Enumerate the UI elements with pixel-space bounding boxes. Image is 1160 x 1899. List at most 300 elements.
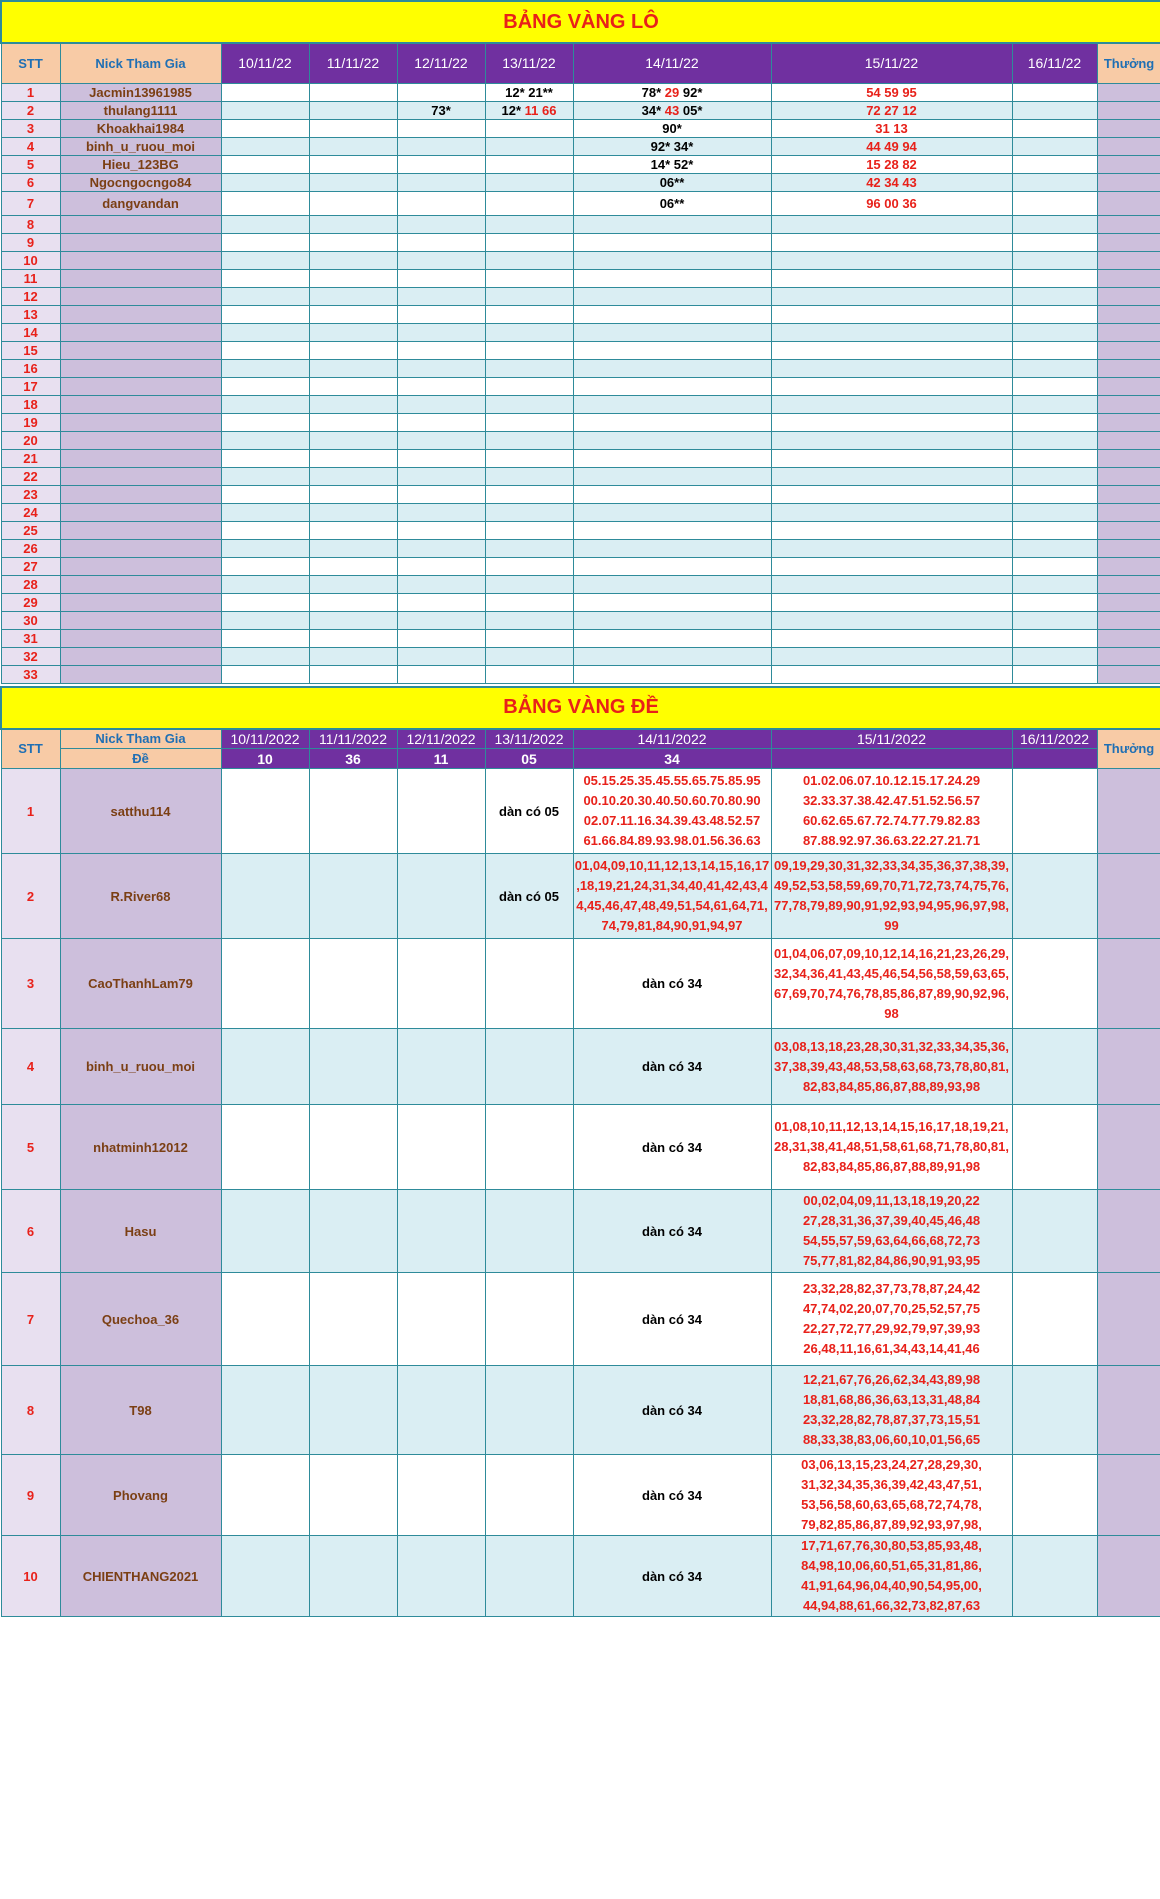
- date-cell: [397, 377, 485, 395]
- nick-cell: Quechoa_36: [60, 1273, 221, 1366]
- date-cell: [221, 503, 309, 521]
- date-cell: [771, 341, 1012, 359]
- date-cell: [397, 83, 485, 101]
- date-cell: [771, 377, 1012, 395]
- entry-text: 06**: [659, 195, 685, 211]
- stt-cell: 15: [1, 341, 60, 359]
- date-cell: [573, 939, 771, 1029]
- date-cell: [485, 521, 573, 539]
- stt-cell: 1: [1, 769, 60, 854]
- entry-text: 96 00 36: [866, 195, 917, 211]
- date-cell: [397, 1273, 485, 1366]
- date-cell: [397, 1105, 485, 1190]
- table-row: [1, 119, 1160, 137]
- date-cell: [397, 413, 485, 431]
- number-line: 01,04,09,10,11,12,13,14,15,16,17: [574, 858, 770, 873]
- entry-text: 42 34 43: [866, 174, 917, 190]
- date-cell: [1012, 485, 1097, 503]
- date-cell: [485, 1455, 573, 1536]
- nick-cell: Phovang: [60, 1455, 221, 1536]
- number-line: ,18,19,21,24,31,34,40,41,42,43,4: [576, 878, 768, 893]
- date-cell: [221, 1273, 309, 1366]
- date-cell: [1012, 431, 1097, 449]
- stt-cell: 23: [1, 485, 60, 503]
- result-cell: 10: [221, 749, 309, 769]
- table-row: [1, 1273, 1160, 1366]
- stt-cell: 30: [1, 611, 60, 629]
- date-cell: [397, 1190, 485, 1273]
- date-cell: [485, 359, 573, 377]
- date-cell: [485, 1105, 573, 1190]
- date-cell: [485, 173, 573, 191]
- date-cell: [573, 521, 771, 539]
- number-line: 01.02.06.07.10.12.15.17.24.29: [802, 773, 981, 788]
- table-row: [1, 191, 1160, 215]
- table-row: [1, 665, 1160, 683]
- stt-cell: 21: [1, 449, 60, 467]
- date-header: 13/11/22: [485, 43, 573, 83]
- date-cell: [221, 665, 309, 683]
- entry-text: 05*: [682, 102, 703, 118]
- number-line: 74,79,81,84,90,91,94,97: [601, 918, 743, 933]
- reward-cell: [1097, 155, 1160, 173]
- table-row: [1, 137, 1160, 155]
- date-cell: [485, 101, 573, 119]
- date-cell: [309, 539, 397, 557]
- date-cell: [221, 1105, 309, 1190]
- reward-cell: [1097, 1029, 1160, 1105]
- nick-cell: CaoThanhLam79: [60, 939, 221, 1029]
- stt-cell: 5: [1, 1105, 60, 1190]
- reward-cell: [1097, 503, 1160, 521]
- nick-cell: [60, 431, 221, 449]
- date-cell: [771, 359, 1012, 377]
- date-cell: [1012, 557, 1097, 575]
- date-cell: [309, 101, 397, 119]
- date-cell: [309, 269, 397, 287]
- date-cell: [1012, 1455, 1097, 1536]
- reward-cell: [1097, 137, 1160, 155]
- number-line: 87.88.92.97.36.63.22.27.21.71: [802, 833, 981, 848]
- number-line: 98: [884, 1005, 899, 1021]
- date-cell: [309, 467, 397, 485]
- stt-cell: 7: [1, 1273, 60, 1366]
- date-cell: [221, 485, 309, 503]
- date-cell: [771, 215, 1012, 233]
- de-title: BẢNG VÀNG ĐỀ: [1, 687, 1160, 729]
- date-cell: [485, 539, 573, 557]
- nick-cell: [60, 233, 221, 251]
- date-cell: [309, 377, 397, 395]
- number-list-cell: [771, 1273, 1012, 1366]
- entry-text: 92*: [682, 84, 703, 100]
- date-cell: [485, 467, 573, 485]
- date-cell: [771, 119, 1012, 137]
- date-cell: [573, 101, 771, 119]
- date-cell: [771, 467, 1012, 485]
- date-cell: [397, 395, 485, 413]
- number-line: 26,48,11,16,61,34,43,14,41,46: [803, 1341, 980, 1356]
- date-header: 10/11/2022: [221, 729, 309, 749]
- date-cell: [309, 503, 397, 521]
- date-cell: [309, 575, 397, 593]
- lo-body: [1, 83, 1160, 683]
- number-list-cell: [771, 1536, 1012, 1617]
- date-cell: [397, 503, 485, 521]
- table-row: [1, 467, 1160, 485]
- date-cell: [573, 359, 771, 377]
- stt-cell: 4: [1, 1029, 60, 1105]
- reward-cell: [1097, 1273, 1160, 1366]
- entry-text: dàn có 34: [642, 1311, 702, 1327]
- reward-cell: [1097, 521, 1160, 539]
- date-cell: [771, 539, 1012, 557]
- stt-header: STT: [1, 729, 60, 769]
- date-cell: [397, 939, 485, 1029]
- date-cell: [221, 611, 309, 629]
- table-row: [1, 83, 1160, 101]
- reward-cell: [1097, 83, 1160, 101]
- date-cell: [1012, 173, 1097, 191]
- date-cell: [397, 854, 485, 939]
- number-line: 88,33,38,83,06,60,10,01,56,65: [802, 1432, 981, 1447]
- nick-cell: [60, 665, 221, 683]
- number-list-cell: [573, 769, 771, 854]
- de-body: [1, 769, 1160, 1617]
- number-list: [772, 856, 1012, 936]
- date-cell: [221, 359, 309, 377]
- number-line: 41,91,64,96,04,40,90,54,95,00,: [801, 1578, 982, 1593]
- date-cell: [1012, 83, 1097, 101]
- date-header: 16/11/2022: [1012, 729, 1097, 749]
- reward-cell: [1097, 485, 1160, 503]
- date-cell: [309, 137, 397, 155]
- date-cell: [397, 341, 485, 359]
- date-cell: [397, 467, 485, 485]
- number-line: 17,71,67,76,30,80,53,85,93,48,: [801, 1538, 982, 1553]
- nick-cell: [60, 395, 221, 413]
- date-cell: [1012, 215, 1097, 233]
- date-cell: [771, 521, 1012, 539]
- date-cell: [573, 137, 771, 155]
- nick-cell: [60, 413, 221, 431]
- number-line: 03,06,13,15,23,24,27,28,29,30,: [801, 1457, 982, 1472]
- reward-cell: [1097, 101, 1160, 119]
- date-cell: [309, 173, 397, 191]
- entry-text: 44 49 94: [866, 138, 917, 154]
- date-header: 15/11/22: [771, 43, 1012, 83]
- reward-cell: [1097, 287, 1160, 305]
- date-cell: [1012, 305, 1097, 323]
- date-cell: [573, 173, 771, 191]
- number-line: 77,78,79,89,90,91,92,93,94,95,96,97,98,: [774, 898, 1009, 913]
- result-cell: [1012, 749, 1097, 769]
- date-cell: [397, 323, 485, 341]
- date-header: 12/11/2022: [397, 729, 485, 749]
- date-cell: [573, 287, 771, 305]
- date-cell: [397, 101, 485, 119]
- number-list-cell: [771, 1029, 1012, 1105]
- table-row: [1, 611, 1160, 629]
- stt-cell: 1: [1, 83, 60, 101]
- stt-cell: 5: [1, 155, 60, 173]
- date-cell: [485, 503, 573, 521]
- date-cell: [309, 341, 397, 359]
- nick-cell: [60, 269, 221, 287]
- date-cell: [221, 215, 309, 233]
- date-cell: [221, 323, 309, 341]
- entry-text: 15 28 82: [866, 156, 917, 172]
- number-list-cell: [771, 1366, 1012, 1455]
- date-cell: [573, 1455, 771, 1536]
- number-list-cell: [771, 1455, 1012, 1536]
- date-cell: [573, 1190, 771, 1273]
- stt-cell: 2: [1, 101, 60, 119]
- date-cell: [309, 155, 397, 173]
- reward-cell: [1097, 467, 1160, 485]
- table-row: [1, 215, 1160, 233]
- table-row: [1, 575, 1160, 593]
- date-cell: [1012, 323, 1097, 341]
- date-cell: [485, 155, 573, 173]
- number-line: 22,27,72,77,29,92,79,97,39,93: [802, 1321, 981, 1336]
- number-line: 27,28,31,36,37,39,40,45,46,48: [802, 1213, 981, 1228]
- date-cell: [485, 233, 573, 251]
- table-row: [1, 521, 1160, 539]
- reward-cell: [1097, 191, 1160, 215]
- date-cell: [221, 1455, 309, 1536]
- date-cell: [573, 629, 771, 647]
- date-cell: [309, 287, 397, 305]
- result-cell: 34: [573, 749, 771, 769]
- date-cell: [771, 449, 1012, 467]
- date-cell: [1012, 377, 1097, 395]
- de-result-row: [1, 749, 1160, 769]
- date-cell: [771, 665, 1012, 683]
- stt-cell: 18: [1, 395, 60, 413]
- table-row: [1, 359, 1160, 377]
- entry-text: 11 66: [524, 102, 557, 118]
- date-cell: [485, 629, 573, 647]
- date-cell: [485, 854, 573, 939]
- nick-cell: [60, 485, 221, 503]
- date-cell: [771, 413, 1012, 431]
- date-cell: [573, 485, 771, 503]
- number-line: 49,52,53,58,59,69,70,71,72,73,74,75,76,: [774, 878, 1009, 893]
- date-cell: [485, 287, 573, 305]
- date-header: 15/11/2022: [771, 729, 1012, 749]
- date-cell: [485, 269, 573, 287]
- date-header: 13/11/2022: [485, 729, 573, 749]
- nick-cell: Hieu_123BG: [60, 155, 221, 173]
- date-cell: [221, 269, 309, 287]
- date-cell: [771, 101, 1012, 119]
- table-row: [1, 1105, 1160, 1190]
- date-header: 10/11/22: [221, 43, 309, 83]
- number-list: [772, 771, 1012, 851]
- stt-cell: 22: [1, 467, 60, 485]
- number-line: 01,08,10,11,12,13,14,15,16,17,18,19,21,: [774, 1119, 1009, 1134]
- stt-cell: 27: [1, 557, 60, 575]
- date-cell: [309, 305, 397, 323]
- date-cell: [221, 83, 309, 101]
- date-cell: [485, 611, 573, 629]
- date-cell: [397, 215, 485, 233]
- reward-cell: [1097, 1105, 1160, 1190]
- date-cell: [397, 665, 485, 683]
- number-list: [772, 1455, 1012, 1535]
- date-cell: [485, 593, 573, 611]
- date-cell: [309, 647, 397, 665]
- table-row: [1, 769, 1160, 854]
- date-cell: [771, 431, 1012, 449]
- date-cell: [485, 769, 573, 854]
- stt-cell: 10: [1, 251, 60, 269]
- number-list: [574, 771, 771, 851]
- date-cell: [221, 395, 309, 413]
- nick-cell: [60, 557, 221, 575]
- nick-header: Nick Tham Gia: [60, 43, 221, 83]
- date-cell: [221, 233, 309, 251]
- date-cell: [309, 359, 397, 377]
- nick-cell: [60, 323, 221, 341]
- number-line: 00,02,04,09,11,13,18,19,20,22: [803, 1193, 980, 1208]
- stt-cell: 31: [1, 629, 60, 647]
- date-cell: [573, 1536, 771, 1617]
- date-cell: [573, 539, 771, 557]
- date-cell: [573, 431, 771, 449]
- date-cell: [309, 215, 397, 233]
- number-line: 00.10.20.30.40.50.60.70.80.90: [583, 793, 761, 808]
- reward-cell: [1097, 323, 1160, 341]
- nick-cell: [60, 503, 221, 521]
- date-cell: [771, 191, 1012, 215]
- reward-cell: [1097, 939, 1160, 1029]
- nick-cell: T98: [60, 1366, 221, 1455]
- reward-cell: [1097, 854, 1160, 939]
- number-line: 84,98,10,06,60,51,65,31,81,86,: [801, 1558, 982, 1573]
- table-row: [1, 233, 1160, 251]
- stt-header: STT: [1, 43, 60, 83]
- date-cell: [397, 593, 485, 611]
- date-cell: [1012, 665, 1097, 683]
- nick-cell: [60, 341, 221, 359]
- number-list-cell: [573, 854, 771, 939]
- number-line: 99: [884, 918, 899, 933]
- date-cell: [485, 449, 573, 467]
- result-cell: 36: [309, 749, 397, 769]
- date-cell: [397, 539, 485, 557]
- date-cell: [485, 939, 573, 1029]
- reward-cell: [1097, 173, 1160, 191]
- stt-cell: 14: [1, 323, 60, 341]
- date-cell: [485, 323, 573, 341]
- date-cell: [309, 233, 397, 251]
- date-cell: [221, 939, 309, 1029]
- date-cell: [309, 939, 397, 1029]
- date-cell: [1012, 269, 1097, 287]
- number-list: [772, 944, 1012, 1024]
- date-cell: [221, 575, 309, 593]
- date-cell: [485, 575, 573, 593]
- date-cell: [221, 647, 309, 665]
- date-cell: [573, 1105, 771, 1190]
- date-cell: [221, 341, 309, 359]
- nick-cell: [60, 377, 221, 395]
- date-cell: [309, 1366, 397, 1455]
- nick-cell: [60, 215, 221, 233]
- date-cell: [485, 377, 573, 395]
- nick-cell: binh_u_ruou_moi: [60, 1029, 221, 1105]
- stt-cell: 33: [1, 665, 60, 683]
- number-line: 23,32,28,82,37,73,78,87,24,42: [802, 1281, 981, 1296]
- date-cell: [771, 485, 1012, 503]
- date-cell: [485, 1190, 573, 1273]
- entry-text: 73*: [431, 102, 451, 118]
- date-cell: [397, 629, 485, 647]
- number-line: 75,77,81,82,84,86,90,91,93,95: [802, 1253, 981, 1268]
- date-cell: [1012, 191, 1097, 215]
- entry-text: 92* 34*: [650, 138, 694, 154]
- table-row: [1, 647, 1160, 665]
- date-cell: [573, 341, 771, 359]
- date-cell: [397, 173, 485, 191]
- date-cell: [771, 83, 1012, 101]
- table-row: [1, 939, 1160, 1029]
- reward-header: Thưởng: [1097, 729, 1160, 769]
- date-cell: [221, 769, 309, 854]
- nick-cell: Ngocngocngo84: [60, 173, 221, 191]
- nick-cell: [60, 539, 221, 557]
- date-cell: [771, 503, 1012, 521]
- stt-cell: 7: [1, 191, 60, 215]
- date-cell: [1012, 575, 1097, 593]
- date-cell: [309, 119, 397, 137]
- date-cell: [221, 1190, 309, 1273]
- date-cell: [573, 1029, 771, 1105]
- date-cell: [221, 119, 309, 137]
- date-cell: [397, 137, 485, 155]
- reward-cell: [1097, 215, 1160, 233]
- date-header: 14/11/2022: [573, 729, 771, 749]
- entry-text: dàn có 34: [642, 1139, 702, 1155]
- number-line: 18,81,68,86,36,63,13,31,48,84: [802, 1392, 981, 1407]
- date-cell: [309, 665, 397, 683]
- date-cell: [1012, 1190, 1097, 1273]
- date-cell: [397, 251, 485, 269]
- table-row: [1, 485, 1160, 503]
- nick-cell: R.River68: [60, 854, 221, 939]
- stt-cell: 10: [1, 1536, 60, 1617]
- nick-cell: nhatminh12012: [60, 1105, 221, 1190]
- date-cell: [573, 503, 771, 521]
- date-cell: [397, 269, 485, 287]
- nick-cell: [60, 593, 221, 611]
- entry-text: 43: [664, 102, 680, 118]
- nick-cell: Hasu: [60, 1190, 221, 1273]
- date-cell: [397, 647, 485, 665]
- date-cell: [485, 647, 573, 665]
- reward-cell: [1097, 305, 1160, 323]
- date-cell: [485, 1366, 573, 1455]
- entry-text: dàn có 34: [642, 976, 702, 991]
- date-cell: [485, 395, 573, 413]
- date-cell: [771, 575, 1012, 593]
- date-cell: [309, 431, 397, 449]
- table-row: [1, 1536, 1160, 1617]
- table-row: [1, 377, 1160, 395]
- number-list: [772, 1536, 1012, 1616]
